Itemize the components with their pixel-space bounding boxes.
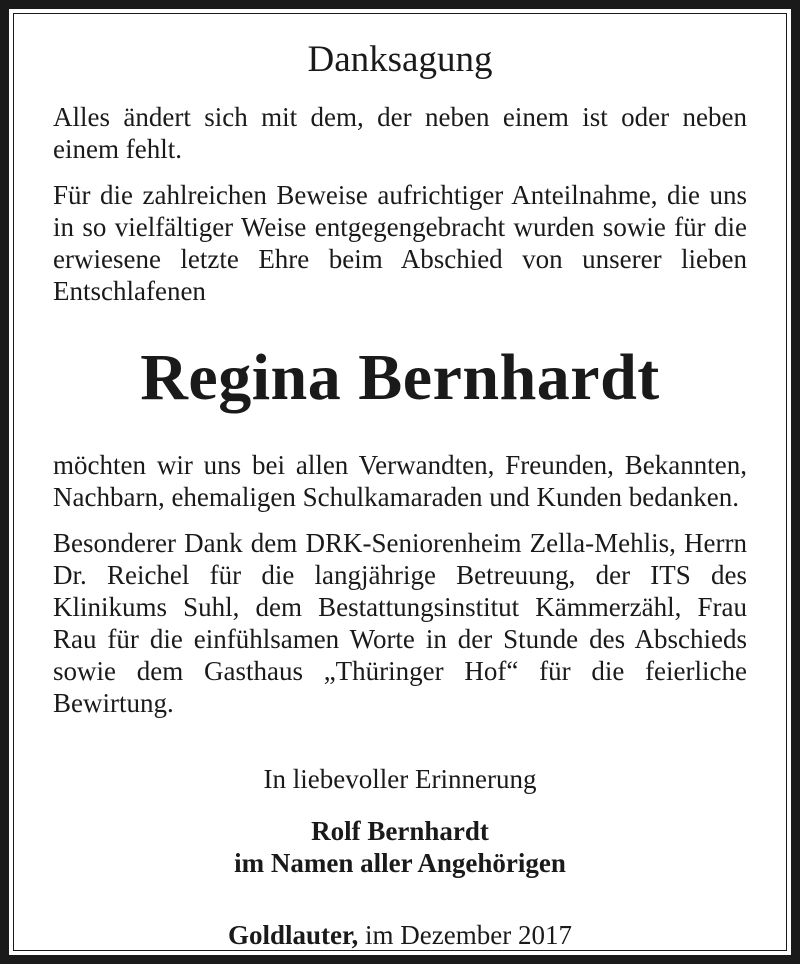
thanks-recipients: möchten wir uns bei allen Verwandten, Freunden, Bekannten, Nachbarn, ehemaligen Schulkamaraden und Kunden bedanken. [53, 450, 747, 512]
thanks-paragraph: Für die zahlreichen Beweise aufrichtiger Anteilnahme, die uns in so vielfältiger Weise entgegengebracht wurden sowie für die erwiesene letzte Ehre beim Abschied von unserer lieben Entschlafenen [53, 180, 747, 306]
closing-line: In liebevoller Erinnerung [263, 764, 537, 794]
deceased-name: Regina Bernhardt [140, 341, 660, 414]
notice-title: Danksagung [307, 39, 493, 80]
place-date-line [53, 919, 747, 951]
special-thanks: Besonderer Dank dem DRK-Seniorenheim Zella-Mehlis, Herrn Dr. Reichel für die langjährige Betreuung, der ITS des Klinikums Suhl, dem Bestattungsinstitut Kämmerzähl, Frau Rau für die einfühlsamen Worte in der Stunde des Abschieds sowie dem Gasthaus „Thüringer Hof“ für die feierliche Bewirtung. [53, 528, 747, 718]
date-text: im Dezember 2017 [358, 920, 572, 950]
signer-name: Rolf Bernhardt [311, 816, 489, 846]
intro-quote: Alles ändert sich mit dem, der neben einem ist oder neben einem fehlt. [53, 102, 747, 164]
place-name: Goldlauter, [228, 920, 359, 950]
notice-content [53, 33, 747, 951]
signer-note: im Namen aller Angehörigen [234, 848, 566, 878]
